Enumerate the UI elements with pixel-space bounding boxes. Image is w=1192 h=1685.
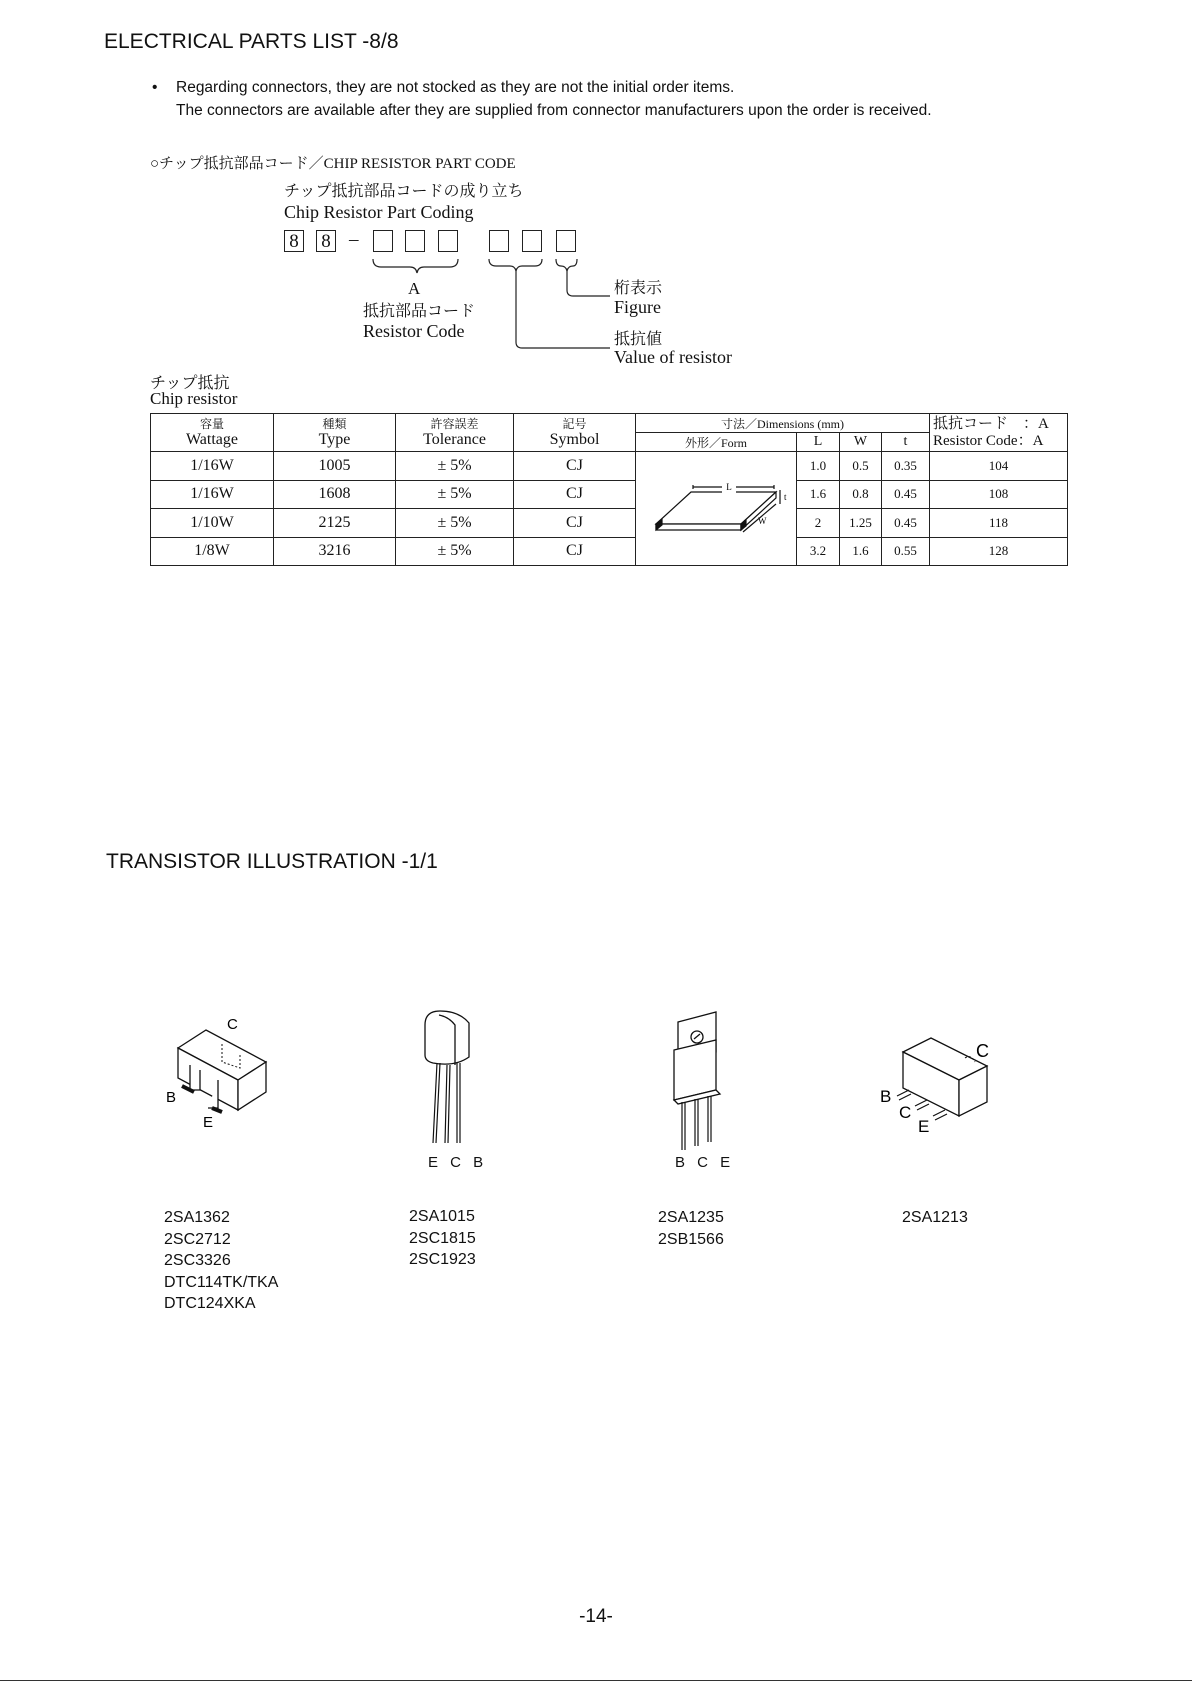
cell-l: 3.2 [797,537,840,566]
figure-label-jp: 桁表示 [614,280,663,297]
model-item: 2SC1923 [409,1251,476,1268]
cell-symbol: CJ [514,452,636,481]
cell-type: 2125 [274,509,396,538]
model-item: 2SC3326 [164,1252,231,1269]
cell-l: 1.0 [797,452,840,481]
chip-resistor-title-jp: チップ抵抗 [150,375,230,392]
model-item: 2SA1235 [658,1209,724,1226]
model-list-group-4 [902,1207,968,1229]
chip-form-illustration [636,452,796,560]
model-list-group-2 [409,1206,476,1271]
form-l-label: L [726,482,732,492]
cell-wattage: 1/16W [151,480,274,509]
model-item: 2SB1566 [658,1230,724,1248]
cell-wattage: 1/10W [151,509,274,538]
pin-e-label: E [918,1117,930,1136]
cell-type: 1005 [274,452,396,481]
cell-wattage: 1/8W [151,537,274,566]
header-l: L [797,433,840,452]
page-number: -14- [579,1606,613,1627]
cell-symbol: CJ [514,480,636,509]
cell-type: 3216 [274,537,396,566]
table-row [151,509,1068,538]
header-t: t [882,433,930,452]
pin-c-label: C [227,1016,238,1033]
code-dash: – [349,229,359,250]
code-digit-2: 8 [316,230,336,252]
resistor-code-label-jp: 抵抗部品コード [363,303,476,320]
header-type: 種類 Type [274,414,396,452]
cell-type: 1608 [274,480,396,509]
cell-l: 1.6 [797,480,840,509]
cell-l: 2 [797,509,840,538]
cell-t: 0.45 [882,509,930,538]
transistor-section-title: TRANSISTOR ILLUSTRATION -1/1 [106,850,438,873]
pin-e-label: E [203,1114,214,1130]
header-dimensions: 寸法／Dimensions (mm) [636,414,930,433]
cell-t: 0.55 [882,537,930,566]
model-item: 2SC2712 [164,1230,231,1248]
note-line-1: Regarding connectors, they are not stocked as they are not the initial order items. [176,79,735,96]
to220-transistor-illustration [668,1010,728,1150]
header-w: W [840,433,882,452]
page-title: ELECTRICAL PARTS LIST -8/8 [104,30,399,53]
cell-t: 0.35 [882,452,930,481]
bottom-divider [0,1680,1192,1681]
bullet: • [152,79,158,96]
model-list-group-1 [164,1207,278,1315]
cell-tolerance: ± 5% [396,452,514,481]
cell-code: 118 [930,509,1068,538]
cell-code: 128 [930,537,1068,566]
model-item: 2SA1213 [902,1209,968,1226]
cell-code: 104 [930,452,1068,481]
model-item: 2SA1362 [164,1209,230,1226]
to92-pin-order: E C B [428,1154,488,1171]
cell-wattage: 1/16W [151,452,274,481]
form-w-label: W [758,516,767,526]
header-form: 外形／Form [636,433,797,452]
resistor-code-label-en: Resistor Code [363,321,465,341]
sot-transistor-illustration [875,1030,1005,1140]
code-brackets [0,0,1192,400]
table-row [151,452,1068,481]
form-t-label: t [784,492,787,502]
figure-label-en: Figure [614,297,661,317]
chip-resistor-table [150,413,1068,566]
model-item: 2SA1015 [409,1208,475,1225]
model-item: DTC124XKA [164,1295,256,1312]
form-illustration-cell [636,452,797,566]
cell-w: 0.8 [840,480,882,509]
cell-tolerance: ± 5% [396,537,514,566]
pin-c2-label: C [899,1103,912,1122]
coding-title-en: Chip Resistor Part Coding [284,202,474,222]
model-item: 2SC1815 [409,1229,476,1247]
coding-title-jp: チップ抵抗部品コードの成り立ち [284,183,524,200]
cell-w: 0.5 [840,452,882,481]
pin-c-label: C [976,1041,989,1061]
note-line-2: The connectors are available after they are supplied from connector manufacturers upon the order is received. [176,102,932,119]
pin-b-label: B [880,1087,892,1106]
cell-symbol: CJ [514,509,636,538]
table-row [151,480,1068,509]
chip-resistor-title-en: Chip resistor [150,389,238,408]
model-item: DTC114TK/TKA [164,1273,279,1291]
model-list-group-3 [658,1207,724,1250]
smd-transistor-illustration [160,1010,280,1130]
value-label-en: Value of resistor [614,347,732,367]
cell-code: 108 [930,480,1068,509]
code-digit-1: 8 [284,230,304,252]
cell-tolerance: ± 5% [396,509,514,538]
cell-symbol: CJ [514,537,636,566]
cell-t: 0.45 [882,480,930,509]
cell-tolerance: ± 5% [396,480,514,509]
header-wattage: 容量 Wattage [151,414,274,452]
header-symbol: 記号 Symbol [514,414,636,452]
pin-b-label: B [166,1089,177,1106]
header-resistor-code: 抵抗コード ：A Resistor Code：A [930,414,1068,452]
table-row [151,537,1068,566]
cell-w: 1.25 [840,509,882,538]
label-a: A [408,279,421,298]
to220-pin-order: B C E [675,1154,735,1171]
header-tolerance: 許容誤差 Tolerance [396,414,514,452]
chip-code-heading: ○チップ抵抗部品コード／CHIP RESISTOR PART CODE [150,156,516,172]
value-label-jp: 抵抗値 [614,331,663,348]
to92-transistor-illustration [415,1005,485,1145]
cell-w: 1.6 [840,537,882,566]
